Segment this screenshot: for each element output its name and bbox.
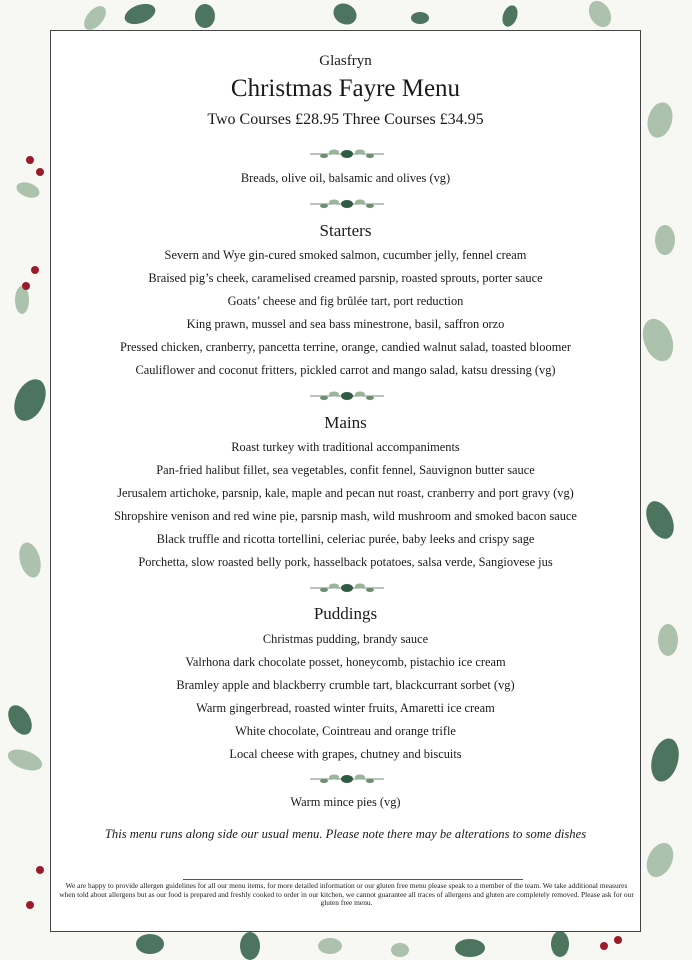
menu-item: Black truffle and ricotta tortellini, celeriac purée, baby leeks and crispy sage — [156, 532, 535, 546]
breads-line: Breads, olive oil, balsamic and olives (vg) — [240, 171, 451, 185]
menu-item: White chocolate, Cointreau and orange trifle — [235, 724, 456, 738]
allergen-notice: We are happy to provide allergen guidelines for all our menu items, for more detailed information or our gluten free menu please speak to a member of the team. We take additional measures when told about allergens but as our food is prepared and freshly cooked to order in our kitchen, we cannot guarantee all traces of allergens and gluten are completely removed. Please ask for our gluten free menu. — [59, 881, 634, 908]
menu-item: Braised pig’s cheek, caramelised creamed parsnip, roasted sprouts, porter sauce — [148, 271, 543, 285]
menu-item: Jerusalem artichoke, parsnip, kale, maple and pecan nut roast, cranberry and port gravy (vg) — [117, 486, 574, 500]
puddings-heading: Puddings — [313, 604, 378, 623]
menu-item: Christmas pudding, brandy sauce — [262, 632, 429, 646]
sprig-divider — [308, 388, 386, 404]
menu-item: Valrhona dark chocolate posset, honeycomb, pistachio ice cream — [185, 655, 506, 669]
menu-item: Shropshire venison and red wine pie, parsnip mash, wild mushroom and smoked bacon sauce — [114, 509, 577, 523]
sprig-divider — [308, 196, 386, 212]
menu-item: Porchetta, slow roasted belly pork, hasselback potatoes, salsa verde, Sangiovese jus — [138, 555, 553, 569]
menu-item: Pressed chicken, cranberry, pancetta terrine, orange, candied walnut salad, toasted bloomer — [120, 340, 571, 354]
menu-item: Cauliflower and coconut fritters, pickled carrot and mango salad, katsu dressing (vg) — [135, 363, 556, 377]
sprig-divider — [308, 146, 386, 162]
menu-item: Local cheese with grapes, chutney and biscuits — [229, 747, 462, 761]
menu-prices: Two Courses £28.95 Three Courses £34.95 — [207, 111, 484, 128]
menu-card — [50, 30, 641, 932]
divider-rule — [183, 879, 523, 880]
menu-item: Roast turkey with traditional accompaniments — [231, 440, 460, 454]
menu-item: Severn and Wye gin-cured smoked salmon, cucumber jelly, fennel cream — [164, 248, 527, 262]
starters-heading: Starters — [319, 221, 372, 240]
venue-name: Glasfryn — [319, 53, 372, 69]
menu-note: This menu runs along side our usual menu. Please note there may be alterations to some dishes — [104, 827, 587, 841]
menu-item: Goats’ cheese and fig brûlée tart, port reduction — [227, 294, 464, 308]
mince-pies-line: Warm mince pies (vg) — [290, 795, 401, 809]
menu-item: Warm gingerbread, roasted winter fruits, Amaretti ice cream — [196, 701, 495, 715]
menu-title: Christmas Fayre Menu — [230, 75, 461, 102]
sprig-divider — [308, 580, 386, 596]
menu-item: King prawn, mussel and sea bass minestrone, basil, saffron orzo — [186, 317, 505, 331]
menu-item: Bramley apple and blackberry crumble tart, blackcurrant sorbet (vg) — [176, 678, 515, 692]
sprig-divider — [308, 771, 386, 787]
menu-item: Pan-fried halibut fillet, sea vegetables, confit fennel, Sauvignon butter sauce — [156, 463, 535, 477]
mains-heading: Mains — [324, 413, 367, 432]
